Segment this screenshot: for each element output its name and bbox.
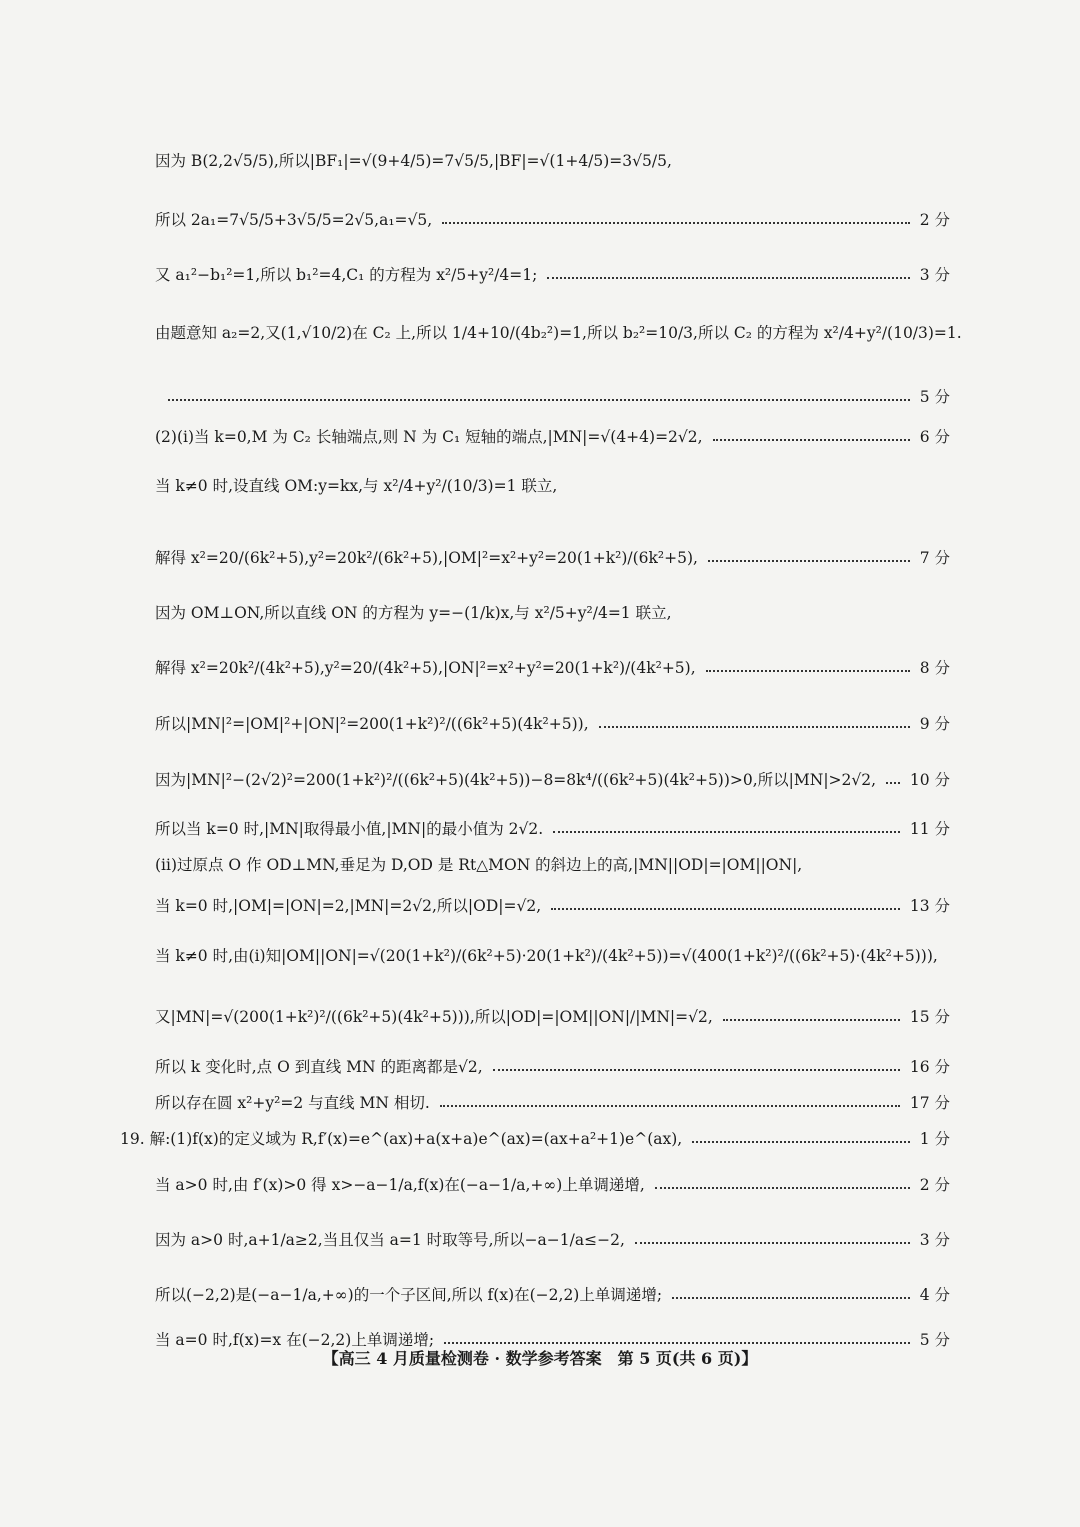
solution-text: 因为 B(2,2√5/5),所以|BF₁|=√(9+4/5)=7√5/5,|BF|=√(1+4/5)=3√5/5,: [155, 152, 672, 170]
solution-text: 由题意知 a₂=2,又(1,√10/2)在 C₂ 上,所以 1/4+10/(4b₂²)=1,所以 b₂²=10/3,所以 C₂ 的方程为 x²/4+y²/(10/3)=1.: [155, 324, 962, 342]
score-leader-dots: [708, 560, 910, 562]
score-label: 5 分: [919, 1331, 950, 1349]
score-label: 8 分: [919, 659, 950, 677]
score-leader-dots: [635, 1242, 910, 1244]
solution-text: 因为|MN|²−(2√2)²=200(1+k²)²/((6k²+5)(4k²+5))−8=8k⁴/((6k²+5)(4k²+5))>0,所以|MN|>2√2,: [155, 771, 877, 789]
solution-text: 当 k≠0 时,由(ⅰ)知|OM||ON|=√(20(1+k²)/(6k²+5)·20(1+k²)/(4k²+5))=√(400(1+k²)²/((6k²+5)·(4k²+5))),: [155, 947, 938, 965]
score-leader-dots: [672, 1297, 910, 1299]
score-leader-dots: [444, 1342, 910, 1344]
score-leader-dots: [599, 726, 910, 728]
solution-text: 当 k≠0 时,设直线 OM:y=kx,与 x²/4+y²/(10/3)=1 联立,: [155, 477, 558, 495]
solution-line: [155, 479, 950, 495]
solution-line: [162, 390, 950, 406]
page-footer: 【高三 4 月质量检测卷 · 数学参考答案 第 5 页(共 6 页)】: [322, 1349, 758, 1368]
score-label: 2 分: [919, 1176, 950, 1194]
solution-line: [155, 606, 950, 622]
solution-line: [155, 858, 950, 874]
score-label: 3 分: [919, 1231, 950, 1249]
solution-text: 所以存在圆 x²+y²=2 与直线 MN 相切.: [155, 1094, 430, 1112]
score-leader-dots: [886, 782, 900, 784]
solution-line: [120, 1132, 950, 1148]
score-label: 5 分: [919, 388, 950, 406]
solution-text: 解得 x²=20/(6k²+5),y²=20k²/(6k²+5),|OM|²=x²+y²=20(1+k²)/(6k²+5),: [155, 549, 698, 567]
score-label: 13 分: [909, 897, 950, 915]
score-label: 10 分: [909, 771, 950, 789]
solution-line: [155, 1060, 950, 1076]
solution-text: 又 a₁²−b₁²=1,所以 b₁²=4,C₁ 的方程为 x²/5+y²/4=1;: [155, 266, 538, 284]
score-leader-dots: [442, 222, 909, 224]
score-label: 7 分: [919, 549, 950, 567]
score-label: 9 分: [919, 715, 950, 733]
score-label: 16 分: [909, 1058, 950, 1076]
solution-text: 因为 a>0 时,a+1/a≥2,当且仅当 a=1 时取等号,所以−a−1/a≤−2,: [155, 1231, 625, 1249]
solution-text: 19. 解:(1)f(x)的定义域为 R,f′(x)=e^(ax)+a(x+a)e^(ax)=(ax+a²+1)e^(ax),: [120, 1130, 683, 1148]
solution-line: [155, 822, 950, 838]
solution-line: [155, 1010, 950, 1026]
score-label: 15 分: [909, 1008, 950, 1026]
score-label: 11 分: [909, 820, 950, 838]
solution-line: [155, 430, 950, 446]
solution-line: [155, 154, 950, 170]
score-leader-dots: [713, 439, 910, 441]
score-label: 1 分: [919, 1130, 950, 1148]
score-label: 4 分: [919, 1286, 950, 1304]
score-leader-dots: [440, 1105, 900, 1107]
solution-text: 所以当 k=0 时,|MN|取得最小值,|MN|的最小值为 2√2.: [155, 820, 544, 838]
solution-line: [155, 773, 950, 789]
solution-text: 所以|MN|²=|OM|²+|ON|²=200(1+k²)²/((6k²+5)(4k²+5)),: [155, 715, 589, 733]
score-leader-dots: [706, 670, 910, 672]
solution-text: 因为 OM⊥ON,所以直线 ON 的方程为 y=−(1/k)x,与 x²/5+y²/4=1 联立,: [155, 604, 672, 622]
solution-text: 所以 2a₁=7√5/5+3√5/5=2√5,a₁=√5,: [155, 211, 433, 229]
solution-line: [155, 1178, 950, 1194]
solution-line: [155, 268, 950, 284]
solution-text: (2)(ⅰ)当 k=0,M 为 C₂ 长轴端点,则 N 为 C₁ 短轴的端点,|MN|=√(4+4)=2√2,: [155, 428, 703, 446]
solution-line: [155, 1233, 950, 1249]
solution-text: 当 k=0 时,|OM|=|ON|=2,|MN|=2√2,所以|OD|=√2,: [155, 897, 542, 915]
solution-text: 当 a=0 时,f(x)=x 在(−2,2)上单调递增;: [155, 1331, 435, 1349]
solution-line: [155, 899, 950, 915]
score-leader-dots: [553, 831, 900, 833]
solution-line: [155, 1288, 950, 1304]
solution-line: [155, 324, 962, 342]
solution-line: [155, 949, 950, 965]
score-leader-dots: [168, 399, 910, 401]
solution-line: [155, 551, 950, 567]
score-leader-dots: [692, 1141, 909, 1143]
solution-text: 所以(−2,2)是(−a−1/a,+∞)的一个子区间,所以 f(x)在(−2,2)上单调递增;: [155, 1286, 663, 1304]
score-label: 3 分: [919, 266, 950, 284]
score-leader-dots: [547, 277, 909, 279]
score-leader-dots: [723, 1019, 900, 1021]
solution-text: 所以 k 变化时,点 O 到直线 MN 的距离都是√2,: [155, 1058, 483, 1076]
score-label: 2 分: [919, 211, 950, 229]
score-label: 17 分: [909, 1094, 950, 1112]
score-leader-dots: [551, 908, 900, 910]
solution-text: 又|MN|=√(200(1+k²)²/((6k²+5)(4k²+5))),所以|OD|=|OM||ON|/|MN|=√2,: [155, 1008, 713, 1026]
solution-text: (ⅱ)过原点 O 作 OD⊥MN,垂足为 D,OD 是 Rt△MON 的斜边上的高,|MN||OD|=|OM||ON|,: [155, 856, 803, 874]
solution-line: [155, 661, 950, 677]
score-leader-dots: [655, 1187, 910, 1189]
solution-line: [155, 1096, 950, 1112]
solution-line: [155, 717, 950, 733]
solution-text: 解得 x²=20k²/(4k²+5),y²=20/(4k²+5),|ON|²=x²+y²=20(1+k²)/(4k²+5),: [155, 659, 696, 677]
solution-text: 当 a>0 时,由 f′(x)>0 得 x>−a−1/a,f(x)在(−a−1/a,+∞)上单调递增,: [155, 1176, 645, 1194]
solution-line: [155, 213, 950, 229]
score-leader-dots: [493, 1069, 900, 1071]
score-label: 6 分: [919, 428, 950, 446]
